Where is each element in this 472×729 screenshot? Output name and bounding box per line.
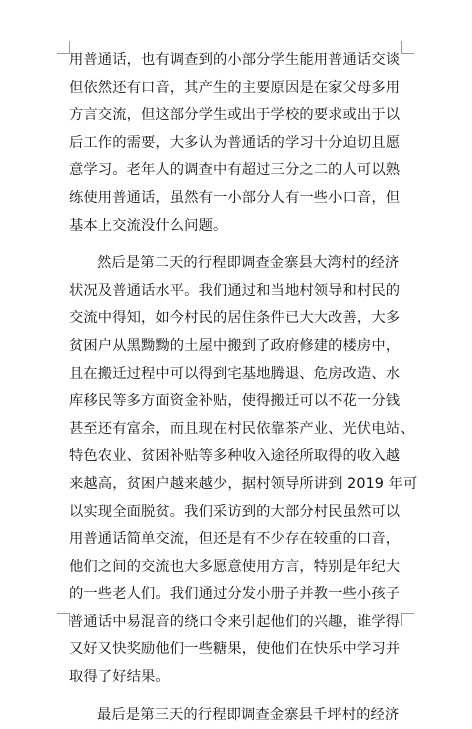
text-line: 他们之间的交流也大多愿意使用方言，特别是年纪大: [69, 558, 401, 575]
document-body: [69, 47, 418, 729]
text-line: 甚至还有富余，而且现在村民依靠茶产业、光伏电站、: [69, 420, 415, 437]
text-line: 用普通话，也有调查到的小部分学生能用普通话交谈: [69, 52, 401, 68]
text-line: 但依然还有口音，其产生的主要原因是在家父母多用: [69, 79, 401, 96]
text-line: 以实现全面脱贫。我们采访到的大部分村民虽然可以: [69, 503, 401, 520]
text-line: 取得了好结果。: [69, 669, 170, 686]
text-line: 基本上交流没什么问题。: [69, 217, 228, 234]
text-line: 状况及普通话水平。我们通过和当地村领导和村民的: [69, 282, 401, 299]
paragraph-2: [69, 250, 418, 692]
text-line: 练使用普通话，虽然有一小部分人有一些小口音，但: [69, 189, 401, 206]
text-line: 特色农业、贫困补贴等多种收入途径所取得的收入越: [69, 448, 401, 465]
text-line: 的一些老人们。我们通过分发小册子并教一些小孩子: [69, 586, 401, 603]
text-line: 然后是第二天的行程即调查金寨县大湾村的经济: [97, 255, 400, 272]
text-line: 最后是第三天的行程即调查金寨县千坪村的经济: [97, 706, 400, 723]
paragraph-3: [69, 702, 405, 729]
text-line: 又好又快奖励他们一些糖果，使他们在快乐中学习并: [69, 641, 401, 658]
text-line: 交流中得知，如今村民的居住条件已大大改善，大多: [69, 310, 401, 327]
text-line: 且在搬迁过程中可以得到宅基地腾退、危房改造、水: [69, 365, 401, 382]
text-line: 意学习。老年人的调查中有超过三分之二的人可以熟: [69, 162, 401, 179]
text-line: 后工作的需要，大多认为普通话的学习十分迫切且愿: [69, 134, 401, 151]
text-line: 普通话中易混音的绕口令来引起他们的兴趣，谁学得: [69, 613, 401, 630]
text-line: 贫困户从黑黝黝的土屋中搬到了政府修建的楼房中，: [69, 337, 401, 354]
text-line: 来越高，贫困户越来越少，据村领导所讲到 2019 年可: [69, 475, 418, 492]
paragraph-1: [69, 47, 405, 240]
text-line: 方言交流，但这部分学生或出于学校的要求或出于以: [69, 107, 401, 124]
text-line: 库移民等多方面资金补贴，使得搬迁可以不花一分钱: [69, 393, 401, 410]
text-line: 用普通话简单交流，但还是有不少存在较重的口音，: [69, 531, 401, 548]
